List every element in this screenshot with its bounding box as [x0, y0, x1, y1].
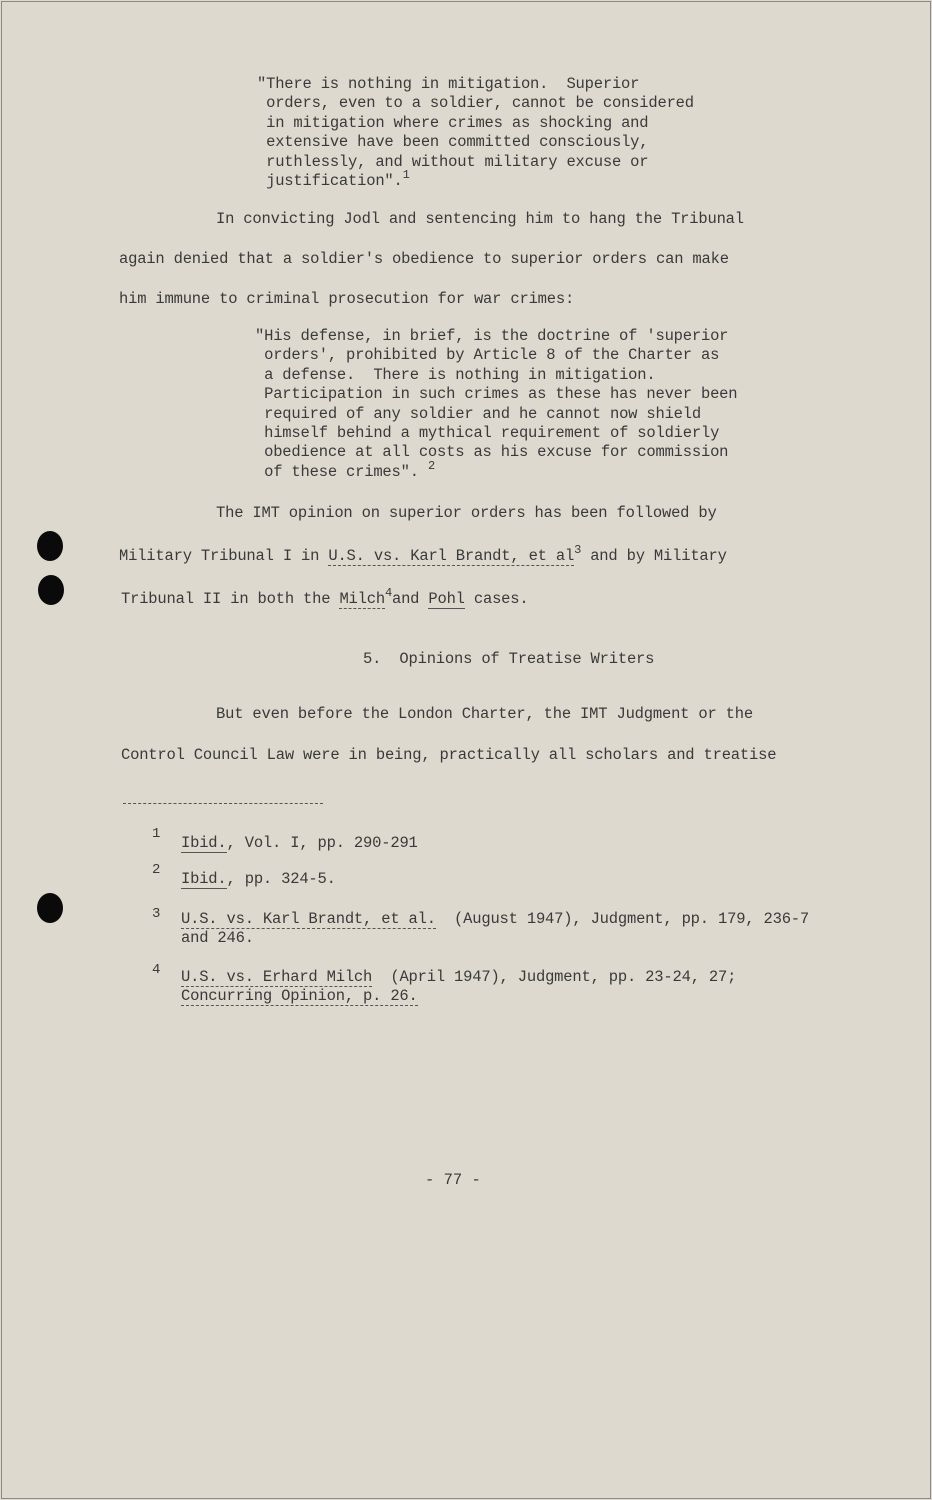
binder-hole-middle: [38, 575, 64, 605]
binder-hole-bottom: [37, 893, 63, 923]
footnote-ref-3: 3: [574, 543, 582, 557]
footnote-number-2: 2: [152, 862, 161, 878]
quote-jodl-defense: [255, 327, 737, 482]
case-name-pohl: Pohl: [428, 590, 465, 608]
paragraph-jodl-line2: again denied that a soldier's obedience to superior orders can make: [119, 250, 729, 268]
quote-superior-orders: [257, 75, 694, 191]
footnote-text: , pp. 324-5.: [226, 870, 336, 888]
paragraph-imt-line3: [121, 586, 529, 608]
footnote-text-cont: Concurring Opinion, p. 26.: [181, 987, 418, 1005]
text-run: Tribunal II in both the: [121, 590, 340, 608]
text-run: Military Tribunal I in: [119, 547, 329, 565]
paragraph-treatise-line2: Control Council Law were in being, practically all scholars and treatise: [121, 746, 777, 764]
section-heading: 5. Opinions of Treatise Writers: [363, 650, 655, 668]
text-run: and by Military: [581, 547, 727, 565]
footnote-ref-text: Ibid.: [181, 834, 227, 852]
text-run: cases.: [464, 590, 529, 608]
footnote-number-1: 1: [152, 826, 161, 842]
case-name-brandt: U.S. vs. Karl Brandt, et al: [328, 547, 575, 565]
footnote-3: [181, 910, 809, 948]
paragraph-jodl-line3: him immune to criminal prosecution for war crimes:: [119, 290, 575, 308]
quote2-line: "His defense, in brief, is the doctrine of 'superior: [255, 327, 729, 345]
quote2-line: Participation in such crimes as these has never been: [264, 385, 738, 404]
quote1-line: justification".: [266, 172, 403, 191]
quote2-line: of these crimes".: [264, 462, 419, 481]
footnote-2: [181, 870, 336, 889]
quote1-line: in mitigation where crimes as shocking and: [266, 113, 649, 132]
footnote-4: [181, 968, 736, 1006]
footnote-1: [181, 834, 418, 853]
quote1-line: extensive have been committed consciously,: [266, 133, 649, 152]
footnote-number-3: 3: [152, 906, 161, 922]
footnote-number-4: 4: [152, 962, 161, 978]
case-name-milch: Milch: [339, 590, 385, 608]
paragraph-imt-line2: [119, 543, 727, 565]
footnote-text-cont: and 246.: [181, 929, 254, 947]
quote2-line: himself behind a mythical requirement of soldierly: [264, 424, 720, 443]
footnote-ref-text: Ibid.: [181, 870, 227, 888]
text-run: and: [391, 590, 429, 608]
footnote-text: (April 1947), Judgment, pp. 23-24, 27;: [372, 968, 737, 986]
quote2-line: orders', prohibited by Article 8 of the Charter as: [264, 346, 720, 365]
footnote-ref-4: 4: [384, 586, 392, 600]
quote2-line: required of any soldier and he cannot now shield: [264, 404, 701, 423]
quote1-line: ruthlessly, and without military excuse or: [266, 152, 649, 171]
footnote-ref-text: U.S. vs. Erhard Milch: [181, 968, 373, 986]
quote2-line: obedience at all costs as his excuse for commission: [264, 443, 729, 462]
paragraph-imt-line1: The IMT opinion on superior orders has been followed by: [216, 504, 717, 522]
quote1-line: "There is nothing in mitigation. Superior: [257, 75, 640, 93]
paragraph-jodl-line1: In convicting Jodl and sentencing him to hang the Tribunal: [216, 210, 744, 228]
quote1-line: orders, even to a soldier, cannot be considered: [266, 94, 694, 113]
footnote-text: (August 1947), Judgment, pp. 179, 236-7: [435, 910, 810, 928]
footnote-text: , Vol. I, pp. 290-291: [226, 834, 418, 852]
paragraph-treatise-line1: But even before the London Charter, the IMT Judgment or the: [216, 705, 753, 723]
footnote-ref-1: 1: [402, 168, 410, 183]
footnote-ref-text: U.S. vs. Karl Brandt, et al.: [181, 910, 436, 928]
footnote-ref-2: 2: [427, 458, 435, 473]
quote2-line: a defense. There is nothing in mitigation.: [264, 365, 656, 384]
binder-hole-top: [37, 531, 63, 561]
page-number: - 77 -: [425, 1171, 481, 1189]
footnote-separator: [123, 803, 323, 804]
